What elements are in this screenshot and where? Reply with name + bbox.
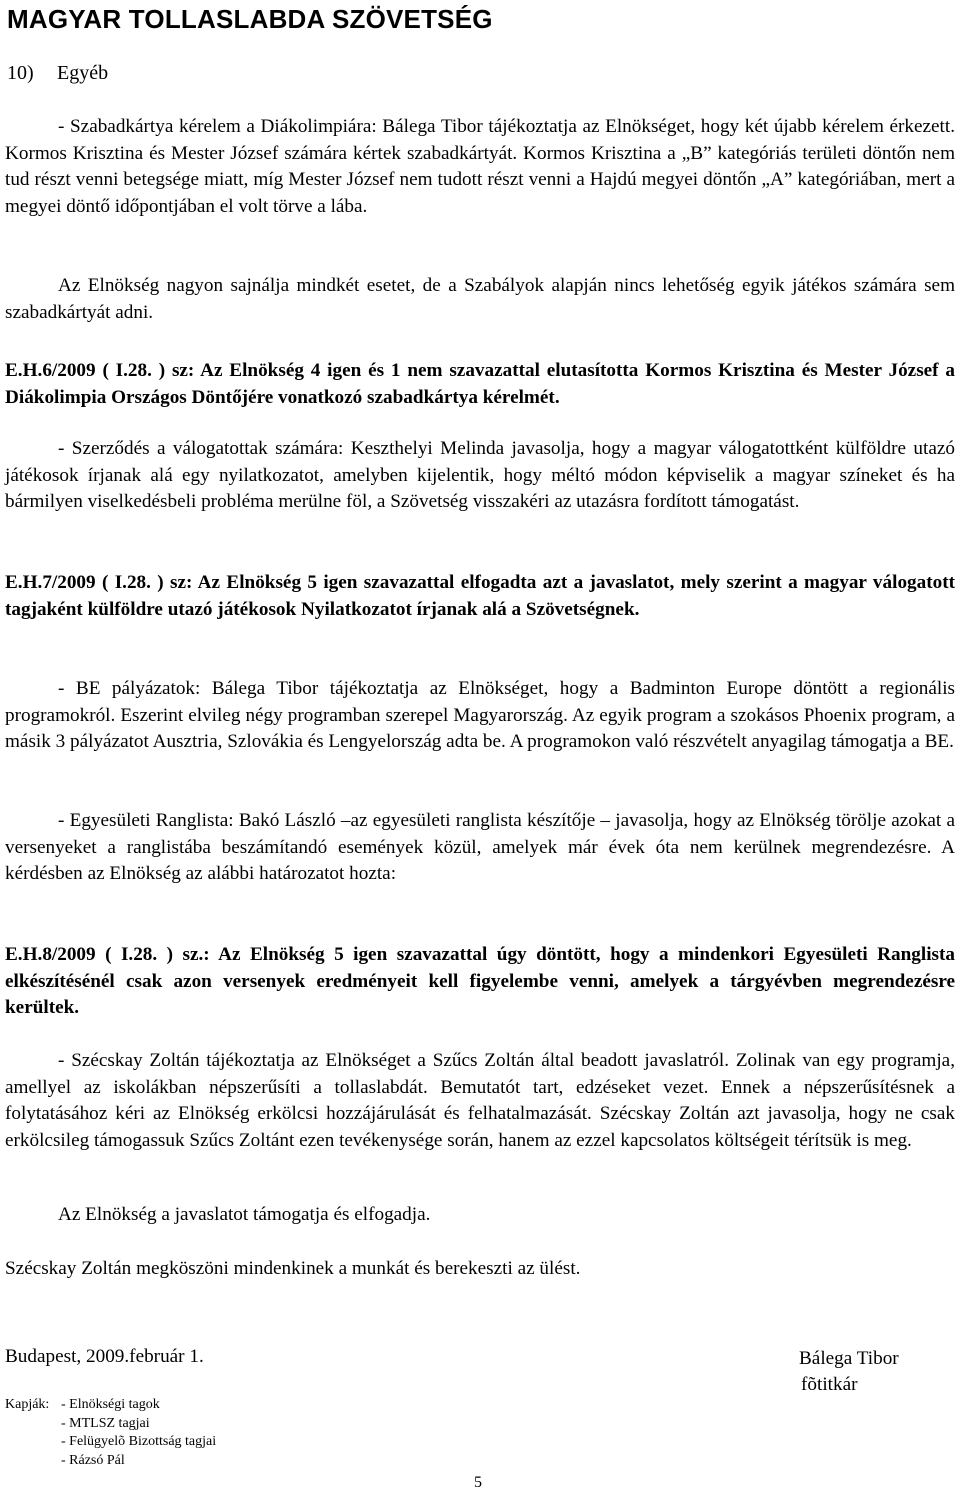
resolution-8-2009: E.H.8/2009 ( I.28. ) sz.: Az Elnökség 5 igen szavazattal úgy döntött, hogy a mindenkori Egyesületi Ranglista elkészítésénél csak azon versenyek eredményeit kell figyelembe venni, amelyek a tárgyévben megrendezésre kerültek.	[5, 944, 955, 1018]
distribution-item: - Elnökségi tagok	[61, 1397, 160, 1412]
paragraph-meeting-closed: Szécskay Zoltán megköszöni mindenkinek a munkát és berekeszti az ülést.	[5, 1258, 581, 1279]
signatory-name: Bálega Tibor	[799, 1348, 899, 1369]
resolution-6-2009: E.H.6/2009 ( I.28. ) sz: Az Elnökség 4 igen és 1 nem szavazattal elutasította Kormos Krisztina és Mester József a Diákolimpia Országos Döntőjére vonatkozó szabadkártya kérelmét.	[5, 360, 955, 408]
place-and-date: Budapest, 2009.február 1.	[5, 1346, 204, 1367]
distribution-item: - Felügyelõ Bizottság tagjai	[61, 1434, 217, 1449]
distribution-item: - Rázsó Pál	[61, 1452, 125, 1468]
signatory-title: fõtitkár	[801, 1374, 858, 1395]
paragraph-promotion-proposal: - Szécskay Zoltán tájékoztatja az Elnökséget a Szűcs Zoltán által beadott javaslatról. Zolinak van egy programja, amellyel az iskolákban népszerűsíti a tollaslabdát. Bemutatót tart, edzéseket vezet. Ennek a népszerűsítésnek a folytatásához kéri az Elnökség erkölcsi hozzájárulását és felhatalmazását. Szécskay Zoltán azt javasolja, hogy ne csak erkölcsileg támogassuk Szűcs Zoltánt ezen tevékenysége során, hanem az ezzel kapcsolatos költségeit térítsük is meg.	[5, 1050, 955, 1151]
resolution-7-2009: E.H.7/2009 ( I.28. ) sz: Az Elnökség 5 igen szavazattal elfogadta azt a javaslatot, mely szerint a magyar válogatott tagjaként külföldre utazó játékosok Nyilatkozatot írjanak alá a Szövetségnek.	[5, 572, 955, 620]
distribution-label: Kapják:	[5, 1397, 50, 1412]
organization-header: MAGYAR TOLLASLABDA SZÖVETSÉG	[7, 4, 493, 34]
paragraph-free-card-request: - Szabadkártya kérelem a Diákolimpiára: Bálega Tibor tájékoztatja az Elnökséget, hogy két újabb kérelem érkezett. Kormos Krisztina és Mester József számára kértek szabadkártyát. Kormos Krisztina a „B” kategóriás területi döntőn nem tud részt venni betegsége miatt, míg Mester József nem tudott részt venni a Hajdú megyei döntőn „A” kategóriában, mert a megyei döntő időpontjában el volt törve a lába.	[5, 116, 955, 217]
paragraph-club-ranking: - Egyesületi Ranglista: Bakó László –az egyesületi ranglista készítője – javasolja, hogy az Elnökség törölje azokat a versenyeket a ranglistába beszámítandó események közül, amelyek már évek óta nem kerülnek megrendezésre. A kérdésben az Elnökség az alábbi határozatot hozta:	[5, 810, 955, 884]
section-heading	[7, 62, 108, 85]
page-number: 5	[474, 1474, 482, 1491]
section-number: 10)	[7, 62, 34, 84]
paragraph-board-accepts: Az Elnökség a javaslatot támogatja és elfogadja.	[58, 1204, 431, 1225]
paragraph-board-regret: Az Elnökség nagyon sajnálja mindkét esetet, de a Szabályok alapján nincs lehetőség egyik játékos számára sem szabadkártyát adni.	[5, 275, 955, 323]
paragraph-be-applications: - BE pályázatok: Bálega Tibor tájékoztatja az Elnökséget, hogy a Badminton Europe döntött a regionális programokról. Eszerint elvileg négy programban szerepel Magyarország. Az egyik program a szokásos Phoenix program, a másik 3 pályázatot Ausztria, Szlovákia és Lengyelország adta be. A programokon való részvételt anyagilag támogatja a BE.	[5, 678, 955, 752]
section-title: Egyéb	[57, 62, 109, 84]
paragraph-national-team-contract: - Szerződés a válogatottak számára: Keszthelyi Melinda javasolja, hogy a magyar válogatottként külföldre utazó játékosok írjanak alá egy nyilatkozatot, amelyben kijelentik, hogy méltó módon képviselik a magyar színeket és ha bármilyen viselkedésbeli probléma merülne föl, a Szövetség visszakéri az utazásra fordított támogatást.	[5, 438, 955, 512]
distribution-item: - MTLSZ tagjai	[61, 1415, 150, 1431]
signature-block	[799, 1346, 899, 1398]
distribution-list	[5, 1396, 216, 1470]
